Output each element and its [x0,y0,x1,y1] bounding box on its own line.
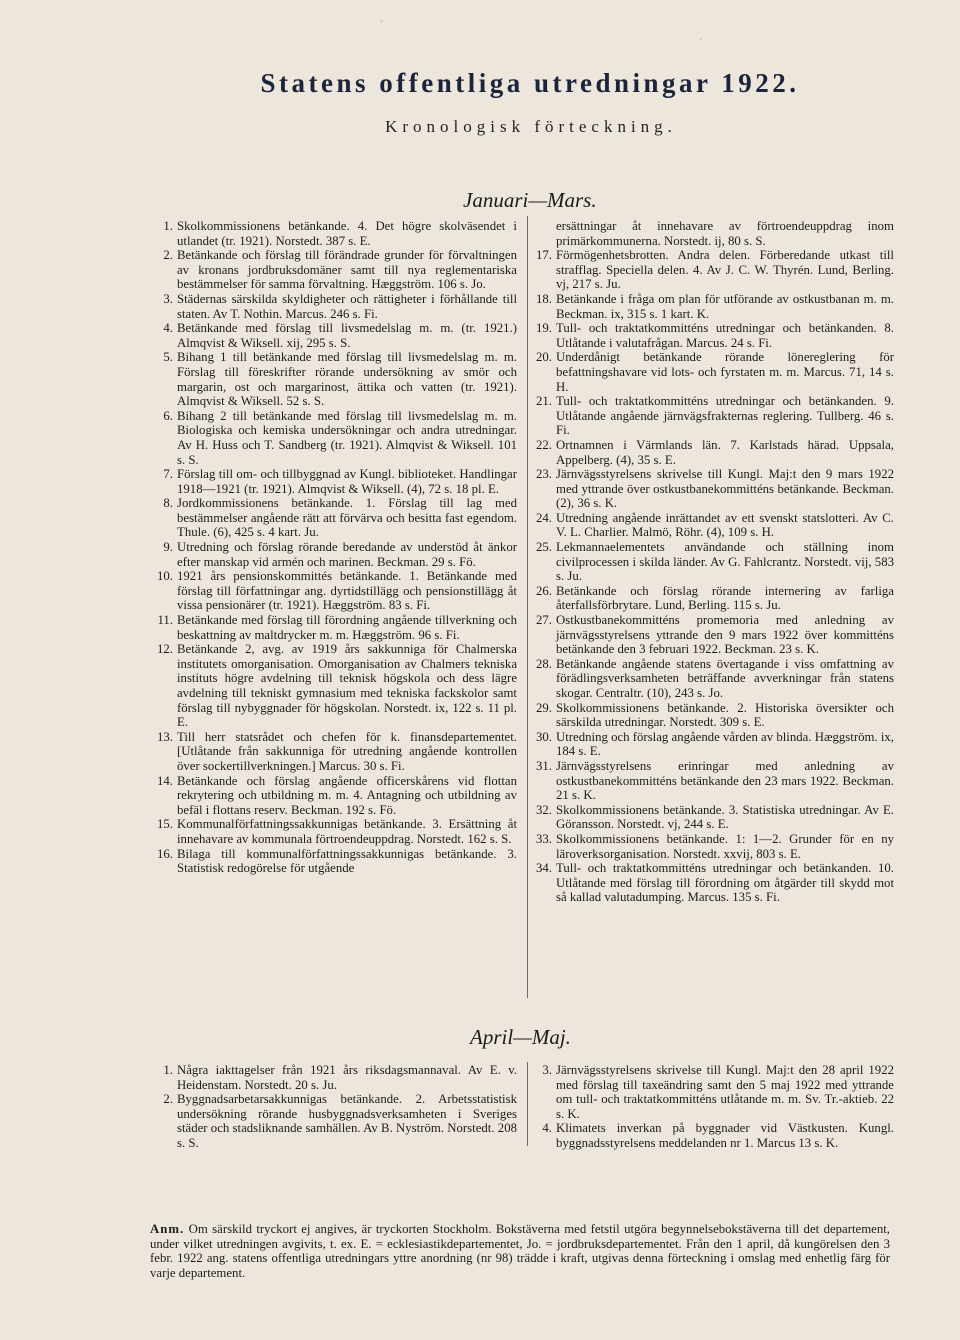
item-text: Betänkande med förslag till livsmedelslag m. m. (tr. 1921.) Almqvist & Wiksell. xij, 295 s. S. [177,321,517,350]
item-text: Utredning angående inrättandet av ett svenskt statslotteri. Av C. V. L. Charlier. Malmö, Röhr. (4), 109 s. H. [556,510,894,540]
list-item [534,657,894,701]
item-text: Till herr statsrådet och chefen för k. finansdepartementet. [Utlåtande från sakkunniga för utredning angående kontrollen över sockertillverkningen.] Marcus. 30 s. Fi. [177,729,517,773]
list-item [155,467,517,496]
item-number: 21. [536,394,552,409]
list-item [534,730,894,759]
paper-spot [700,38,702,40]
item-text: Ostkustbanekommitténs promemoria med anledning av järnvägsstyrelsens yttrande den 9 mars 1922 över kommitténs betänkande den 3 februari 1922. Beckman. 23 s. K. [556,613,894,657]
document-subtitle: Kronologisk förteckning. [385,117,677,136]
list-item [155,219,517,248]
item-number: 1. [163,1063,173,1077]
item-number: 5. [163,350,173,365]
list-item [155,292,517,321]
item-text: Städernas särskilda skyldigheter och rättigheter i förhållande till staten. Av T. Nothin. Marcus. 246 s. Fi. [177,291,517,321]
period-heading-apr-maj: April—Maj. [470,1025,571,1049]
item-text: Kommunalförfattningssakkunnigas betänkande. 3. Ersättning åt innehavare av kommunala förtroendeuppdrag. Norstedt. 162 s. S. [177,817,517,846]
item-text: Tull- och traktatkommitténs utredningar och betänkanden. 10. Utlåtande med förslag till förordning om åtgärder till skydd mot så kallad valutadumping. Marcus. 135 s. Fi. [556,861,894,905]
item-text: Bihang 1 till betänkande med förslag till livsmedelslag m. m. Förslag till föreskrifter rörande undersökning av smör och margarin, ost och margarinost, ättika och vatten (tr. 1921). Almqvist & Wiksell. 52 s. S. [177,350,517,409]
item-text: Några iakttagelser från 1921 års riksdagsmannaval. Av E. v. Heidenstam. Norstedt. 20 s. Ju. [177,1063,517,1092]
list-item [534,803,894,832]
footnote-label: Anm. [150,1222,185,1236]
item-text: Skolkommissionens betänkande. 2. Historiska översikter och särskilda utredningar. Norstedt. 309 s. E. [556,700,894,730]
item-text: Järnvägsstyrelsens skrivelse till Kungl. Maj:t den 9 mars 1922 med yttrande över ostkustbanekommitténs betänkande. Beckman. (2), 36 s. K. [556,467,894,511]
item-text: Underdånigt betänkande rörande lönereglering för befattningshavare vid lots- och fyrstaten m. m. Marcus. 71, 14 s. H. [556,350,894,394]
list-item [155,774,517,818]
list-item [534,832,894,861]
item-number: 22. [536,437,552,452]
item-number: 18. [536,291,552,306]
item-number: 26. [536,583,552,598]
list-item [534,540,894,584]
item-number: 1. [163,219,173,233]
item-text: Betänkande och förslag rörande internering av farliga återfallsförbrytare. Lund, Berling. 115 s. Ju. [556,583,894,613]
item-number: 34. [536,861,552,876]
list-item [155,1063,517,1092]
item-number: 16. [157,846,173,861]
list-item [155,1092,517,1150]
item-text: Utredning och förslag angående vården av blinda. Hæggström. ix, 184 s. E. [556,729,894,759]
list-item [534,321,894,350]
list-item [534,292,894,321]
list-item [155,569,517,613]
item-number: 33. [536,831,552,846]
apr-maj-left-column [155,1063,517,1151]
list-item [534,584,894,613]
list-item [534,394,894,438]
list-item [155,321,517,350]
item-text: Betänkande 2, avg. av 1919 års sakkunniga för Chalmerska institutets omorganisation. Omorganisation av Chalmers tekniska instituts högre avdelning till teknisk högskola och dess lägre avdelning till tekniskt gymnasium med tekniska fackskolor samt förslag till nybyggnader för högskolan. Norstedt. ix, 122 s. 11 pl. E. [177,642,517,730]
item-text: Betänkande och förslag till förändrade grunder för förvaltningen av kronans jordbruksdomäner samt till nya reglementariska bestämmelser för samma förvaltning. Hæggström. 106 s. Jo. [177,248,517,292]
footnote-text: Om särskild tryckort ej angives, är tryckorten Stockholm. Bokstäverna med fetstil utgöra begynnelsebokstäverna till det departement, under vilket utredningen avgivits, t. ex. E. = ecklesiastikdepartementet, Jo. = jordbruksdepartementet. Från den 1 april, då kungörelsen den 3 febr. 1922 ang. statens offentliga utredningars yttre anordning (nr 98) trädde i kraft, utgivas denna förteckning i omslag med enhetlig färg för varje departement. [150,1222,891,1280]
item-number: 30. [536,729,552,744]
list-item [534,219,894,248]
list-item [155,642,517,730]
list-item [534,350,894,394]
item-text: Betänkande i fråga om plan för utförande av ostkustbanan m. m. Beckman. ix, 315 s. 1 kart. K. [556,291,894,321]
item-text: ersättningar åt innehavare av förtroendeuppdrag inom primärkommunerna. Norstedt. ij, 80 s. S. [556,219,894,248]
item-text: Betänkande med förslag till förordning angående tillverkning och beskattning av maltdrycker m. m. Hæggström. 96 s. Fi. [177,613,517,642]
list-item [534,701,894,730]
item-number: 9. [163,540,173,555]
list-item [155,847,517,876]
item-text: Bihang 2 till betänkande med förslag till livsmedelslag m. m. Biologiska och kemiska undersökningar och andra utredningar. Av H. Huss och T. Sandberg (tr. 1921). Almqvist & Wiksell. 101 s. S. [177,408,517,467]
item-number: 31. [536,758,552,773]
list-item [534,613,894,657]
item-text: Förslag till om- och tillbyggnad av Kungl. biblioteket. Handlingar 1918—1921 (tr. 1921). Almqvist & Wiksell. (4), 72 s. 18 pl. E. [177,467,517,496]
document-title: Statens offentliga utredningar 1922. [260,68,800,98]
item-text: Järnvägsstyrelsens skrivelse till Kungl. Maj:t den 28 april 1922 med förslag till taxeändring samt den 5 maj 1922 med yttrande om tull- och traktatkommitténs utlåtande m. m. Sv. Tr.-aktieb. 22 s. K. [556,1063,894,1121]
list-item [155,248,517,292]
list-item [155,613,517,642]
item-number: 14. [157,773,173,788]
item-number: 6. [163,408,173,423]
item-number: 2. [163,248,173,263]
item-text: Betänkande angående statens övertagande i viss omfattning av förädlingsverksamheten beträffande avverkningar från statens skogar. Centraltr. (10), 243 s. Jo. [556,656,894,700]
item-number: 7. [163,467,173,482]
item-number: 29. [536,700,552,715]
item-text: Betänkande och förslag angående officerskårens vid flottan rekrytering och utbildning m. m. 4. Antagning och utbildning av befäl i flottans reserv. Beckman. 192 s. Fö. [177,773,517,817]
apr-maj-right-column [534,1063,894,1151]
list-item [534,511,894,540]
list-item [155,540,517,569]
item-number: 4. [163,321,173,336]
item-number: 8. [163,496,173,511]
list-item [534,438,894,467]
item-number: 27. [536,613,552,628]
item-number: 32. [536,802,552,817]
list-item [155,730,517,774]
item-number: 17. [536,248,552,263]
column-divider [527,216,528,998]
item-number: 3. [163,291,173,306]
item-number: 20. [536,350,552,365]
list-item [155,817,517,846]
list-item [534,248,894,292]
list-item [155,496,517,540]
item-text: Bilaga till kommunalförfattningssakkunnigas betänkande. 3. Statistisk redogörelse för utgående [177,846,517,876]
item-text: Byggnadsarbetarsakkunnigas betänkande. 2. Arbetsstatistisk undersökning rörande husbyggnadsverksamheten i Sveriges städer och stadsliknande samhällen. Av B. Nyström. Norstedt. 208 s. S. [177,1092,517,1150]
item-text: Jordkommissionens betänkande. 1. Förslag till lag med bestämmelser angående rätt att förvärva och besitta fast egendom. Thule. (6), 425 s. 4 kart. Ju. [177,496,517,540]
list-item [534,759,894,803]
item-text: Skolkommissionens betänkande. 3. Statistiska utredningar. Av E. Göransson. Norstedt. vj, 244 s. E. [556,802,894,832]
column-divider [527,1062,528,1146]
item-number: 12. [157,642,173,657]
item-text: Ortnamnen i Värmlands län. 7. Karlstads härad. Uppsala, Appelberg. (4), 35 s. E. [556,437,894,467]
list-item [534,467,894,511]
item-text: Förmögenhetsbrotten. Andra delen. Förberedande utkast till strafflag. Speciella delen. 4. Av J. C. W. Thyrén. Lund, Berling. vj, 217 s. Ju. [556,248,894,292]
item-text: Klimatets inverkan på byggnader vid Västkusten. Kungl. byggnadsstyrelsens meddelanden nr 1. Marcus 13 s. K. [556,1121,894,1150]
item-text: Tull- och traktatkommitténs utredningar och betänkanden. 9. Utlåtande angående järnvägsfrakternas reglering. Tullberg. 46 s. Fi. [556,394,894,438]
list-item [155,350,517,408]
item-number: 19. [536,321,552,336]
item-text: Skolkommissionens betänkande. 1: 1—2. Grunder för en ny läroverksorganisation. Norstedt. xxvij, 803 s. E. [556,831,894,861]
jan-mar-right-column [534,219,894,905]
list-item [155,409,517,467]
jan-mar-left-column [155,219,517,876]
footnote [150,1222,890,1280]
list-item [534,861,894,905]
item-number: 10. [157,569,173,584]
item-number: 3. [542,1063,552,1077]
item-text: Utredning och förslag rörande beredande av understöd åt änkor efter manskap vid armén och marinen. Beckman. 29 s. Fö. [177,540,517,569]
item-text: Tull- och traktatkommitténs utredningar och betänkanden. 8. Utlåtande i valutafrågan. Marcus. 24 s. Fi. [556,321,894,350]
item-number: 24. [536,510,552,525]
list-item [534,1121,894,1150]
item-text: Järnvägsstyrelsens erinringar med anledning av ostkustbanekommitténs betänkande den 23 mars 1922. Beckman. 21 s. K. [556,758,894,803]
item-number: 11. [157,613,173,628]
item-text: 1921 års pensionskommittés betänkande. 1. Betänkande med förslag till författningar ang. dyrtidstillägg och pensionstillägg åt vissa pensionärer (tr. 1921). Hæggström. 83 s. Fi. [177,569,517,613]
paper-spot [380,20,383,23]
period-heading-jan-mar: Januari—Mars. [463,188,597,212]
item-number: 15. [157,817,173,832]
item-number: 13. [157,729,173,744]
item-text: Lekmannaelementets användande och ställning inom civilprocessen i skilda länder. Av G. Fahlcrantz. Norstedt. vij, 583 s. Ju. [556,540,894,584]
item-text: Skolkommissionens betänkande. 4. Det högre skolväsendet i utlandet (tr. 1921). Norstedt. 387 s. E. [177,219,517,248]
item-number: 4. [542,1121,552,1136]
item-number: 28. [536,656,552,671]
item-number: 2. [163,1092,173,1107]
item-number: 25. [536,540,552,555]
item-number: 23. [536,467,552,482]
list-item [534,1063,894,1121]
